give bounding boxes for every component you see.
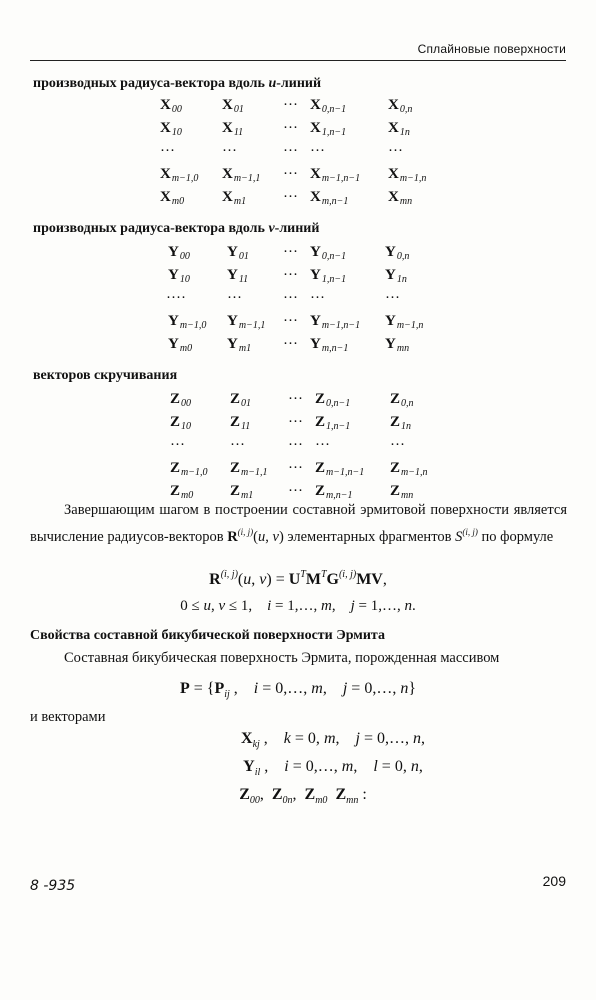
paragraph-and-vectors: и векторами [30, 709, 106, 725]
formula-z-corner-vectors: $Z_{00}$, $Z_{0n}$, $Z_{m0}$ $Z_{mn}$ : [239, 786, 367, 806]
paragraph-generated-by-array: Составная бикубическая поверхность Эрмита, порожденная массивом [64, 650, 500, 666]
formula-patch-radius-vector: R$^{(i, j)}$(u, $v) = U^TM^TG^{(i, j)}MV$, [209, 569, 387, 588]
section-heading-twist-vectors: векторов скручивания [33, 368, 178, 383]
header-rule [30, 60, 566, 61]
formula-parameter-range: 0 ≤ u, v ≤ 1, i = 1,…, m, j = 1,…, n. [180, 598, 416, 614]
section-heading-properties: Свойства составной бикубической поверхности Эрмита [30, 628, 385, 643]
formula-point-array: $P = \{P_{ij}$ , i = 0,…, m, j = 0,…, n} [179, 680, 417, 700]
matrix-x-derivatives: $X_{00}$ $X_{01}$ ··· $X_{0,n-1}$ $X_{0,n}$ $X_{10}$ $X_{11}$ ··· $X_{1,n-1}$ $X_{1n}$ ··· ··· ··· ··· ··· $X_{m-1,0}$ $X_{m-1,1}$ ··· $X_{m-1,n-1}$ $X_{m-1,n}$ $X_{m0}$ $X_{m1}$ ··· $X_{m,n-1}$ $X_{mn}$ [160, 97, 427, 207]
matrix-z-twist: $Z_{00}$ $Z_{01}$ ··· $Z_{0,n-1}$ $Z_{0,n}$ $Z_{10}$ $Z_{11}$ ··· $Z_{1,n-1}$ $Z_{1n}$ ··· ··· ··· ··· ··· $Z_{m-1,0}$ $Z_{m-1,1}$ ··· $Z_{m-1,n-1}$ $Z_{m-1,n}$ $Z_{m0}$ $Z_{m1}$ ··· $Z_{m,n-1}$ $Z_{mn}$ [170, 391, 428, 501]
margin-note: 8 -935 [30, 878, 76, 894]
formula-y-vectors: $Y_{il}$ , i = 0,…, m, l = 0, n, [243, 758, 423, 778]
page-number: 209 [542, 873, 566, 889]
running-head: Сплайновые поверхности [417, 42, 566, 56]
matrix-y-derivatives: $Y_{00}$ $Y_{01}$ ··· $Y_{0,n-1}$ $Y_{0,n}$ $Y_{10}$ $Y_{11}$ ··· $Y_{1,n-1}$ $Y_{1n}$ ···· ··· ··· ··· ··· $Y_{m-1,0}$ $Y_{m-1,1}$ ··· $Y_{m-1,n-1}$ $Y_{m-1,n}$ $Y_{m0}$ $Y_{m1}$ ··· $Y_{m,n-1}$ $Y_{mn}$ [166, 244, 424, 354]
formula-x-vectors: $X_{kj}$ , k = 0, m, j = 0,…, n, [241, 730, 425, 750]
section-heading-v-derivatives: производных радиуса-вектора вдоль v-линий [33, 221, 320, 236]
paragraph-radius-vectors: Завершающим шагом в построении составной эрмитовой поверхности является вычисление радиусов-векторов R$^{(i, j)}$(u, v) элементарных фрагментов S$^{(i, j)}$ по формуле [30, 502, 567, 545]
section-heading-u-derivatives: производных радиуса-вектора вдоль u-линий [33, 76, 322, 91]
